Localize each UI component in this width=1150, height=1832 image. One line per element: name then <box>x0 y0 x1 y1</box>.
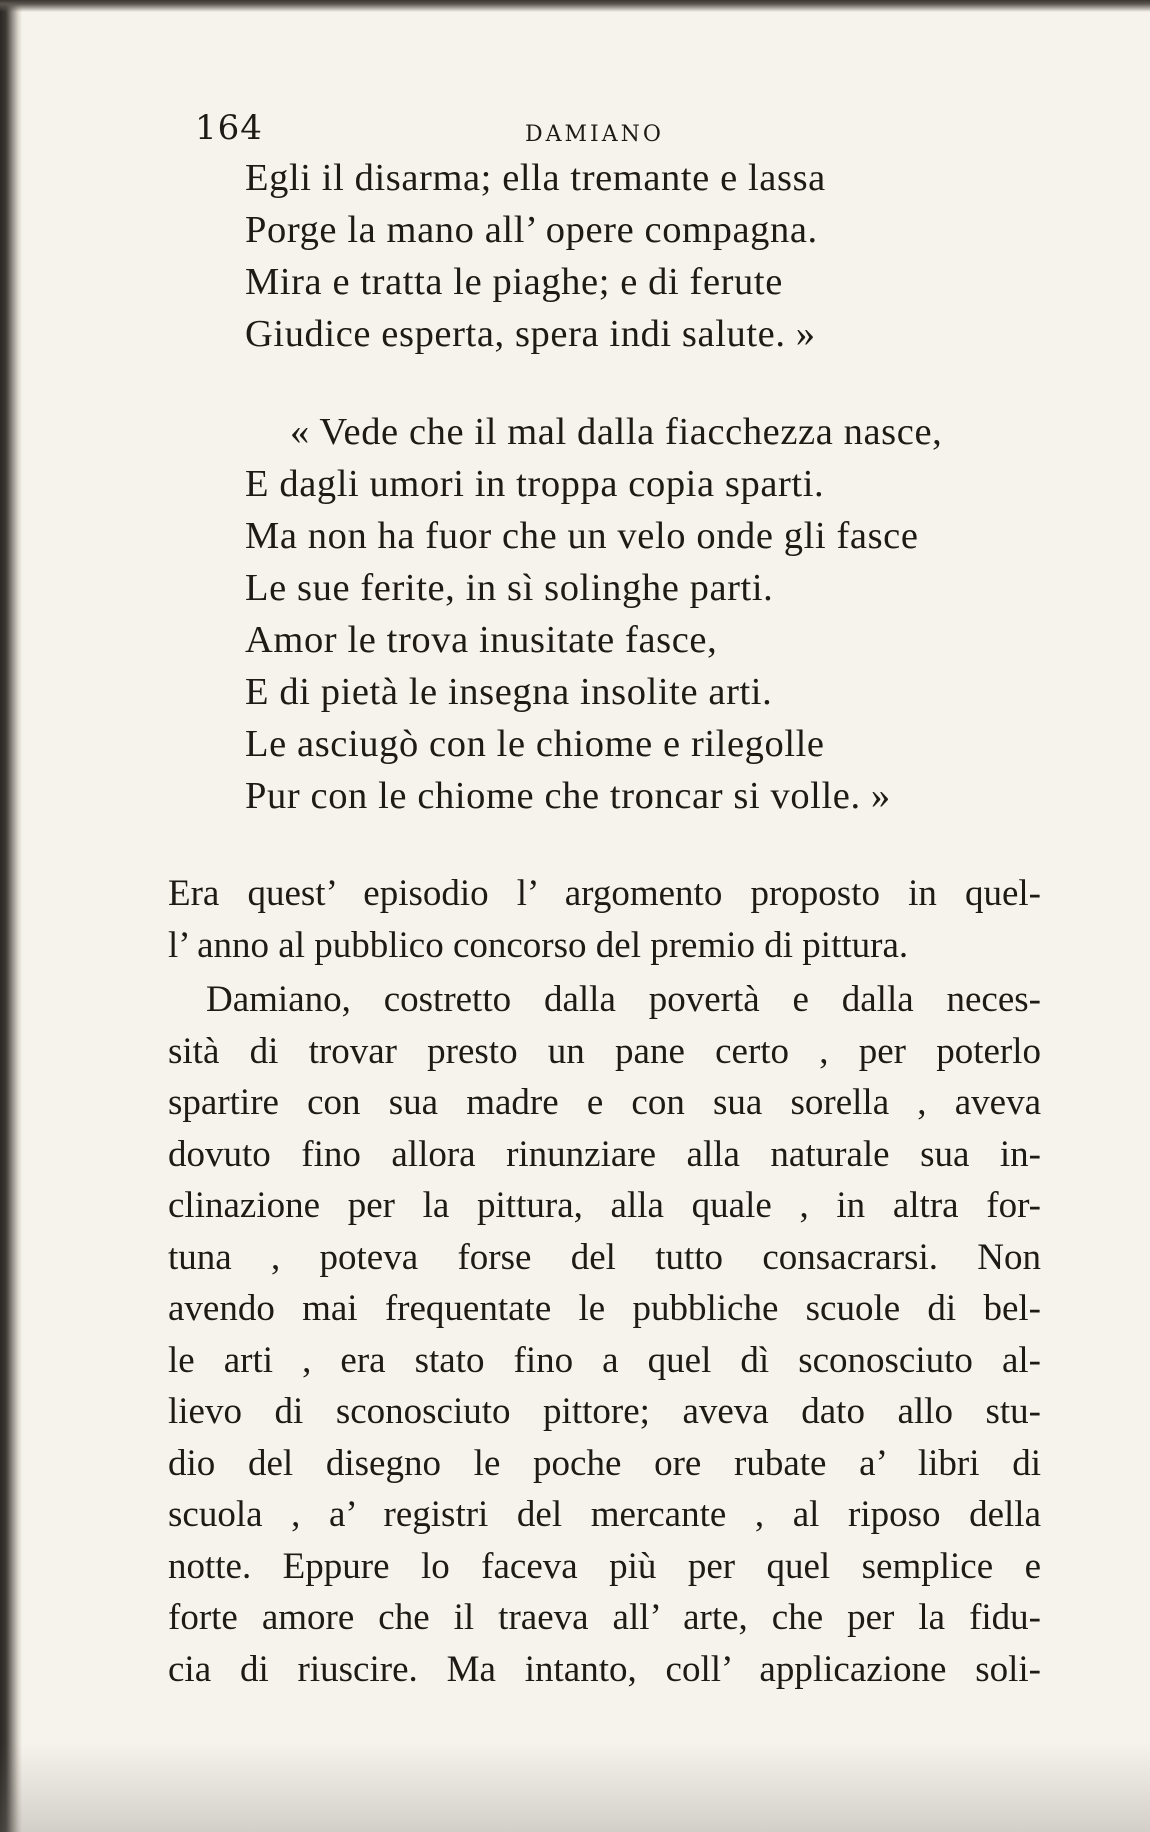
verse-line: Porge la mano all’ opere compagna. <box>245 209 818 251</box>
verse-line: Pur con le chiome che troncar si volle. » <box>245 775 891 817</box>
prose-line: notte. Eppure lo faceva più per quel semplice e <box>168 1545 1041 1587</box>
prose-line: forte amore che il traeva all’ arte, che per la fidu- <box>168 1597 1041 1638</box>
prose-line: dovuto fino allora rinunziare alla naturale sua in- <box>168 1133 1041 1175</box>
verse-stanza-1 <box>245 152 1035 360</box>
running-title: DAMIANO <box>525 122 664 147</box>
prose-line: dio del disegno le poche ore rubate a’ libri di <box>168 1442 1041 1484</box>
verse-line: Ma non ha fuor che un velo onde gli fasce <box>245 515 919 557</box>
verse-line: Amor le trova inusitate fasce, <box>245 619 718 661</box>
prose-line: Era quest’ episodio l’ argomento proposto in quel- <box>168 873 1041 914</box>
prose-line: scuola , a’ registri del mercante , al riposo della <box>168 1494 1041 1535</box>
page-number: 164 <box>195 108 263 148</box>
prose-line: le arti , era stato fino a quel dì sconosciuto al- <box>168 1339 1041 1381</box>
verse-line: « Vede che il mal dalla fiacchezza nasce, <box>290 411 943 453</box>
verse-line: Egli il disarma; ella tremante e lassa <box>245 157 826 199</box>
prose-line: tuna , poteva forse del tutto consacrarsi. Non <box>168 1236 1041 1278</box>
paragraph-1 <box>168 868 1041 971</box>
prose-line: cia di riuscire. Ma intanto, coll’ applicazione soli- <box>168 1648 1041 1690</box>
running-head <box>195 108 995 158</box>
verse-line: Giudice esperta, spera indi salute. » <box>245 313 816 355</box>
prose-line: clinazione per la pittura, alla quale , in altra for- <box>168 1185 1041 1226</box>
paragraph-2 <box>168 974 1041 1695</box>
verse-stanza-2 <box>245 406 1035 822</box>
verse-line: Mira e tratta le piaghe; e di ferute <box>245 261 783 303</box>
verse-line: E di pietà le insegna insolite arti. <box>245 671 773 713</box>
verse-line: E dagli umori in troppa copia sparti. <box>245 463 825 505</box>
prose-line: lievo di sconosciuto pittore; aveva dato allo stu- <box>168 1391 1041 1432</box>
prose-line: sità di trovar presto un pane certo , per poterlo <box>168 1030 1041 1072</box>
prose-line: spartire con sua madre e con sua sorella , aveva <box>168 1082 1041 1123</box>
prose-line: l’ anno al pubblico concorso del premio di pittura. <box>168 924 909 966</box>
prose-line: Damiano, costretto dalla povertà e dalla neces- <box>206 979 1041 1020</box>
verse-line: Le asciugò con le chiome e rilegolle <box>245 723 825 765</box>
verse-line: Le sue ferite, in sì solinghe parti. <box>245 567 774 609</box>
prose-line: avendo mai frequentate le pubbliche scuole di bel- <box>168 1288 1041 1329</box>
